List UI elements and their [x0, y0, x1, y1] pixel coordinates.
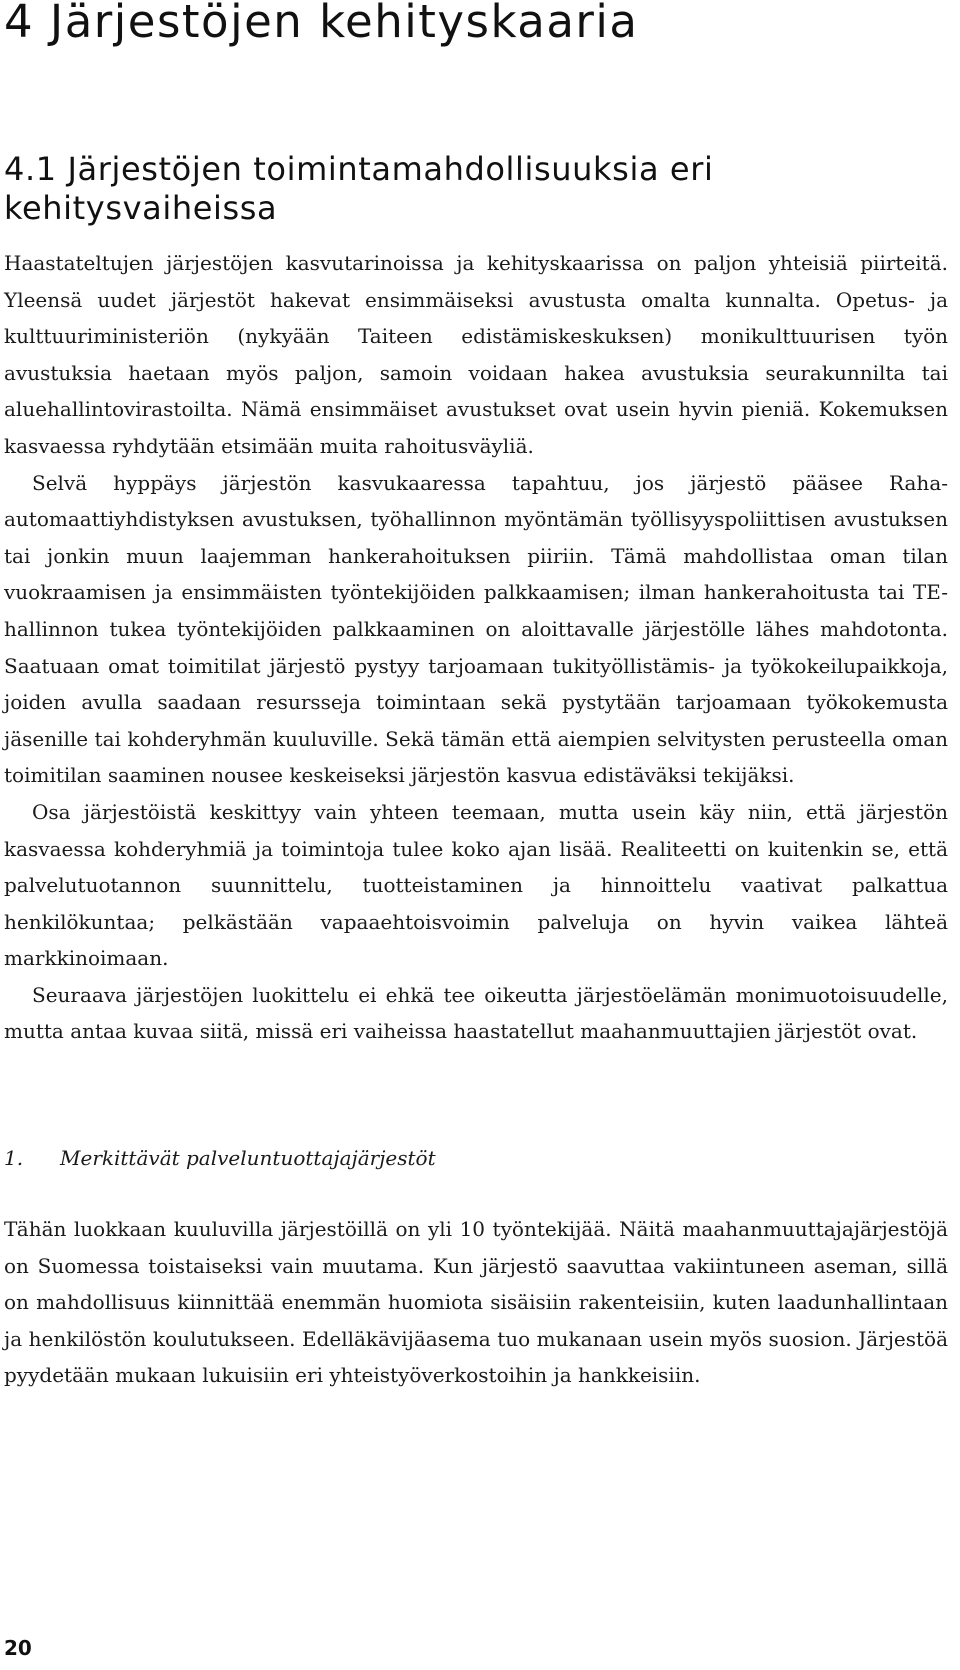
body-text [4, 245, 948, 1050]
paragraph: Haastateltujen järjestöjen kasvutarinoissa ja kehityskaarissa on paljon yhteisiä piirteitä. Yleensä uudet järjestöt hakevat ensimmäiseksi avustusta omalta kunnalta. Opetus- ja kulttuuriministeriön (nykyään Taiteen edistämiskeskuksen) monikulttuurisen työn avustuksia haetaan myös paljon, samoin voidaan hakea avustuksia seurakunnilta tai aluehallintovirastoilta. Nämä ensimmäiset avustukset ovat usein hyvin pieniä. Kokemuksen kasvaessa ryhdytään etsimään muita rahoitusväyliä. [4, 251, 948, 458]
list-heading-text: Merkittävät palveluntuottajajärjestöt [60, 1146, 436, 1170]
paragraph: Seuraava järjestöjen luokittelu ei ehkä tee oikeutta järjestöelämän monimuotoisuudelle, mutta antaa kuvaa siitä, missä eri vaiheissa haastatellut maahanmuuttajien järjestöt ovat. [4, 982, 948, 1044]
paragraph: Osa järjestöistä keskittyy vain yhteen teemaan, mutta usein käy niin, että järjestön kasvaessa kohderyhmiä ja toimintoja tulee koko ajan lisää. Realiteetti on kuitenkin se, että palvelutuotannon suunnittelu, tuotteistaminen ja hinnoittelu vaativat palkattua henkilökuntaa; pelkästään vapaaehtoisvoimin palveluja on hyvin vaikea lähteä markkinoimaan. [4, 799, 948, 971]
list-item-body [4, 1211, 948, 1394]
list-number: 1. [4, 1146, 24, 1170]
paragraph: Tähän luokkaan kuuluvilla järjestöillä on yli 10 työntekijää. Näitä maahanmuuttajajärjestöjä on Suomessa toistaiseksi vain muutama. Kun järjestö saavuttaa vakiintuneen aseman, sillä on mahdollisuus kiinnittää enemmän huomiota sisäisiin rakenteisiin, kuten laadunhallintaan ja henkilöstön koulutukseen. Edelläkävijäasema tuo mukanaan usein myös suosion. Järjestöä pyydetään mukaan lukuisiin eri yhteistyöverkostoihin ja hankkeisiin. [4, 1217, 948, 1388]
section-title: 4.1 Järjestöjen toimintamahdollisuuksia eri kehitysvaiheissa [4, 150, 714, 227]
list-heading [4, 1140, 436, 1176]
page-number: 20 [4, 1636, 32, 1660]
paragraph: Selvä hyppäys järjestön kasvukaaressa tapahtuu, jos järjestö pääsee Raha-automaattiyhdistyksen avustuksen, työhallinnon myöntämän työllisyyspoliittisen avustuksen tai jonkin muun laajemman hankerahoituksen piiriin. Tämä mahdollistaa oman tilan vuokraamisen ja ensimmäisten työntekijöiden palkkaamisen; ilman hankerahoitusta tai TE-hallinnon tukea työntekijöiden palkkaaminen on aloittavalle järjestölle lähes mahdotonta. Saatuaan omat toimitilat järjestö pystyy tarjoamaan tukityöllistämis- ja työkokeilupaikkoja, joiden avulla saadaan resursseja toimintaan sekä pystytään tarjoamaan työkokemusta jäsenille tai kohderyhmän kuuluville. Sekä tämän että aiempien selvitysten perusteella oman toimitilan saaminen nousee keskeiseksi järjestön kasvua edistäväksi tekijäksi. [4, 470, 948, 788]
chapter-title: 4 Järjestöjen kehityskaaria [4, 0, 639, 48]
